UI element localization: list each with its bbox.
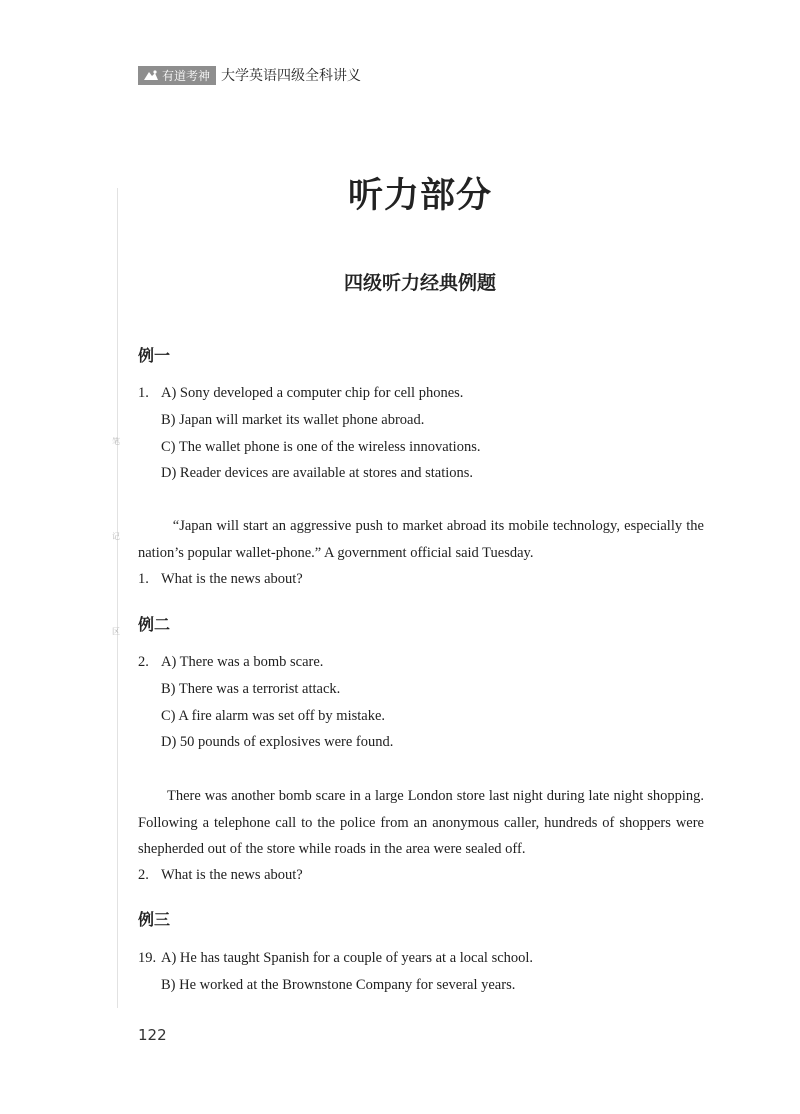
example-2-passage: There was another bomb scare in a large London store last night during late night shopping. Following a telephone call to the police from an anonymous caller, hundreds of shoppers were shepherded out of the store while roads in the area were sealed off.	[138, 788, 704, 857]
example-3-option-b: B) He worked at the Brownstone Company for several years.	[161, 977, 516, 993]
option-text: A) Sony developed a computer chip for cell phones.	[161, 385, 464, 401]
example-3-option-a	[138, 950, 533, 967]
question-number: 1.	[138, 571, 149, 587]
example-2-option-a	[138, 654, 323, 671]
question-number: 2.	[138, 654, 149, 670]
margin-note-3: 区	[112, 627, 120, 636]
margin-note-1: 笔	[112, 437, 120, 446]
question-text: What is the news about?	[161, 867, 303, 883]
brand-logo-icon	[143, 69, 159, 82]
option-text: A) He has taught Spanish for a couple of years at a local school.	[161, 950, 534, 966]
page-title: 听力部分	[347, 176, 492, 216]
example-1-option-d: D) Reader devices are available at stores and stations.	[161, 465, 474, 481]
example-1-option-c: C) The wallet phone is one of the wireless innovations.	[161, 439, 481, 455]
book-title: 大学英语四级全科讲义	[221, 68, 362, 84]
example-1-option-a	[138, 385, 463, 402]
page-number: 122	[138, 1026, 167, 1044]
page-subtitle: 四级听力经典例题	[343, 272, 496, 294]
example-2-question	[138, 867, 303, 884]
example-1-question	[138, 571, 303, 588]
page-header	[138, 65, 361, 85]
example-1-option-b: B) Japan will market its wallet phone abroad.	[161, 412, 425, 428]
example-3-heading: 例三	[138, 910, 171, 929]
margin-divider	[117, 188, 118, 1008]
option-text: A) There was a bomb scare.	[161, 654, 324, 670]
example-2-option-d: D) 50 pounds of explosives were found.	[161, 734, 394, 750]
question-text: What is the news about?	[161, 571, 303, 587]
question-number: 2.	[138, 867, 149, 883]
example-1-passage: “Japan will start an aggressive push to market abroad its mobile technology, especially the nation’s popular wallet-phone.” A government official said Tuesday.	[138, 518, 704, 561]
brand-name: 有道考神	[162, 68, 211, 83]
margin-note-2: 记	[112, 532, 120, 541]
example-2-heading: 例二	[138, 615, 171, 634]
brand-badge	[138, 66, 216, 85]
question-number: 1.	[138, 385, 149, 401]
example-2-option-b: B) There was a terrorist attack.	[161, 681, 341, 697]
example-1-heading: 例一	[138, 346, 171, 365]
example-2-option-c: C) A fire alarm was set off by mistake.	[161, 708, 386, 724]
question-number: 19.	[138, 950, 157, 966]
